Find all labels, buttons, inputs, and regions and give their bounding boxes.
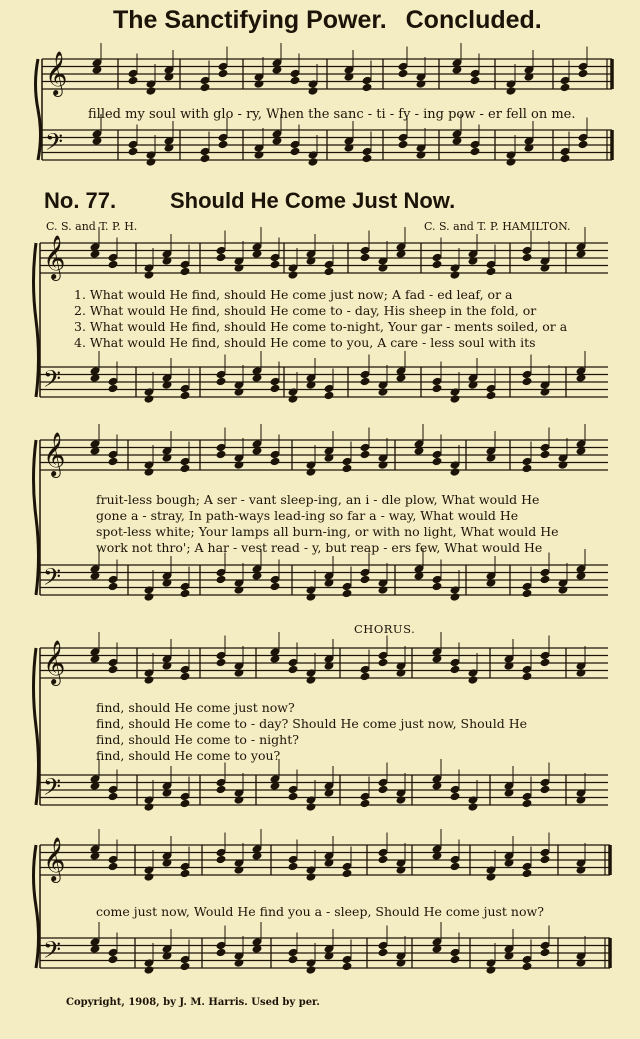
sys1-treble-note	[108, 260, 119, 270]
sys3-treble-note	[144, 675, 155, 685]
prev-bass-clef: 𝄢	[45, 128, 64, 161]
sys3-treble-note	[540, 658, 551, 668]
sys2-bass-note	[342, 589, 353, 599]
hymn-title: Should He Come Just Now.	[170, 188, 456, 213]
sys4-bass-note	[396, 958, 407, 968]
sys3-treble-note	[396, 668, 407, 678]
sys4-bass-note	[522, 962, 533, 972]
sys1-treble-note	[216, 253, 227, 263]
prev-bass-note	[506, 157, 517, 167]
sys4-bass-note	[486, 965, 497, 975]
sys1-bass-note	[324, 391, 335, 401]
prev-bass-note	[218, 140, 229, 150]
sys4-treble-note	[288, 862, 299, 872]
verse-2-line-2: gone a - stray, In path-ways lead-ing so far a - way, What would He	[96, 508, 519, 523]
sys3-bass-note	[522, 799, 533, 809]
music-credit: C. S. and T. P. HAMILTON.	[424, 220, 571, 233]
sys1-bass-note	[432, 384, 443, 394]
sys3-brace	[34, 648, 39, 805]
sys4-brace	[34, 845, 39, 968]
verse-1-line-3: find, should He come just now?	[96, 700, 295, 715]
prev-treble-note	[128, 76, 139, 86]
sys1-treble-note	[180, 267, 191, 277]
sys3-bass-note	[180, 799, 191, 809]
sys1-treble-note	[360, 253, 371, 263]
sys2-treble-note	[306, 467, 317, 477]
prev-bass-note	[290, 147, 301, 157]
sys4-bass-note	[576, 958, 587, 968]
sys4-bass-note	[144, 965, 155, 975]
sys4-treble-note	[144, 872, 155, 882]
sys3-treble-note	[180, 672, 191, 682]
sys2-treble-note	[234, 460, 245, 470]
sys2-bass-clef: 𝄢	[43, 563, 62, 596]
sys4-bass-note	[342, 962, 353, 972]
prev-bass-note	[146, 157, 157, 167]
sys3-treble-note	[450, 665, 461, 675]
sys3-treble-note	[576, 668, 587, 678]
sys1-treble-note	[378, 263, 389, 273]
prev-bass-note	[254, 150, 265, 160]
sys3-bass-note	[108, 792, 119, 802]
sys3-treble-note	[108, 665, 119, 675]
sys2-treble-note	[180, 464, 191, 474]
words-credit: C. S. and T. P. H.	[46, 220, 138, 233]
sys2-bass-note	[432, 582, 443, 592]
sys3-treble-note	[378, 658, 389, 668]
sys4-treble-note	[234, 865, 245, 875]
sys2-bass-note	[108, 582, 119, 592]
sys4-treble-note	[378, 855, 389, 865]
sys1-treble-note	[234, 263, 245, 273]
sys4-treble-note	[576, 865, 587, 875]
sys1-brace	[34, 243, 39, 397]
verse-4-line-1: 4. What would He find, should He come to you, A care - less soul with its	[74, 335, 536, 350]
prev-treble-note	[200, 83, 211, 93]
sys2-bass-note	[540, 575, 551, 585]
sys4-treble-note	[216, 855, 227, 865]
sys2-treble-note	[270, 457, 281, 467]
sys3-treble-note	[234, 668, 245, 678]
sys2-bass-note	[306, 592, 317, 602]
prev-treble-note	[506, 86, 517, 96]
prev-treble-clef: 𝄞	[45, 51, 68, 95]
sys3-bass-clef: 𝄢	[43, 773, 62, 806]
sys4-bass-clef: 𝄢	[43, 936, 62, 969]
sys1-treble-note	[450, 270, 461, 280]
hymn-title-text: The Sanctifying Power.	[113, 6, 387, 34]
sys3-treble-clef: 𝄞	[43, 640, 66, 684]
prev-treble-note	[218, 69, 229, 79]
sys1-bass-note	[108, 384, 119, 394]
sys4-treble-note	[540, 855, 551, 865]
verse-4-line-2: work not thro'; A har - vest read - y, but reap - ers few, What would He	[96, 540, 543, 555]
sys3-bass-note	[288, 792, 299, 802]
sys3-bass-note	[360, 799, 371, 809]
chorus-label: CHORUS.	[354, 622, 416, 636]
sys2-treble-note	[108, 457, 119, 467]
sys3-bass-note	[144, 802, 155, 812]
verse-2-line-3: find, should He come to - day? Should He come just now, Should He	[96, 716, 528, 731]
sys3-treble-note	[288, 665, 299, 675]
prev-treble-note	[290, 76, 301, 86]
sys2-bass-note	[360, 575, 371, 585]
sys2-treble-note	[144, 467, 155, 477]
verse-2-line-1: 2. What would He find, should He come to - day, His sheep in the fold, or	[74, 303, 537, 318]
sys2-bass-note	[234, 585, 245, 595]
sys4-bass-note	[540, 948, 551, 958]
prev-bass-note	[416, 150, 427, 160]
prev-bass-note	[398, 140, 409, 150]
verse-3-line-2: spot-less white; Your lamps all burn-ing, or with no light, What would He	[96, 524, 559, 539]
sys2-treble-note	[522, 464, 533, 474]
sys1-bass-note	[180, 391, 191, 401]
sys3-bass-note	[540, 785, 551, 795]
prev-treble-note	[416, 79, 427, 89]
sys4-bass-note	[216, 948, 227, 958]
sys1-treble-note	[288, 270, 299, 280]
sys1-treble-note	[486, 267, 497, 277]
copyright-notice: Copyright, 1908, by J. M. Harris. Used by per.	[66, 997, 320, 1008]
verse-1-line-1: 1. What would He find, should He come just now; A fad - ed leaf, or a	[74, 287, 513, 302]
sys3-bass-note	[468, 802, 479, 812]
sys3-bass-note	[378, 785, 389, 795]
sys3-treble-note	[522, 672, 533, 682]
sys4-bass-note	[180, 962, 191, 972]
prev-treble-note	[398, 69, 409, 79]
sys2-bass-note	[216, 575, 227, 585]
sys1-bass-note	[522, 377, 533, 387]
prev-bass-note	[560, 154, 571, 164]
sys4-bass-note	[378, 948, 389, 958]
sys2-treble-note	[342, 464, 353, 474]
sys4-treble-note	[108, 862, 119, 872]
sys3-treble-note	[216, 658, 227, 668]
sys2-treble-note	[378, 460, 389, 470]
sys3-bass-note	[216, 785, 227, 795]
sys3-treble-note	[360, 672, 371, 682]
verse-4-line-3: find, should He come to you?	[96, 748, 281, 763]
sys1-treble-note	[270, 260, 281, 270]
sys1-bass-note	[378, 387, 389, 397]
sys1-bass-note	[450, 394, 461, 404]
sys1-treble-note	[144, 270, 155, 280]
sys3-bass-note	[450, 792, 461, 802]
prev-treble-note	[146, 86, 157, 96]
sys1-treble-note	[522, 253, 533, 263]
prev-hymn-lyric: filled my soul with glo - ry, When the sanc - ti - fy - ing pow - er fell on me.	[88, 107, 576, 122]
verse-3-line-3: find, should He come to - night?	[96, 732, 299, 747]
sys1-treble-clef: 𝄞	[43, 235, 66, 279]
sys2-treble-note	[450, 467, 461, 477]
concluded-label: Concluded.	[405, 6, 542, 34]
sys4-treble-note	[450, 862, 461, 872]
sys1-bass-note	[270, 384, 281, 394]
sys4-bass-note	[108, 955, 119, 965]
prev-treble-note	[362, 83, 373, 93]
sys1-bass-note	[288, 394, 299, 404]
sys1-bass-note	[486, 391, 497, 401]
sys2-bass-note	[558, 585, 569, 595]
sys2-treble-note	[432, 457, 443, 467]
sys3-treble-note	[468, 675, 479, 685]
prev-treble-note	[560, 83, 571, 93]
chorus-lyric: come just now, Would He find you a - sleep, Should He come just now?	[96, 904, 544, 919]
sys3-bass-note	[234, 795, 245, 805]
sys4-treble-clef: 𝄞	[43, 837, 66, 881]
sys1-treble-note	[324, 267, 335, 277]
prev-treble-note	[578, 69, 589, 79]
prev-treble-note	[470, 76, 481, 86]
prev-treble-note	[254, 79, 265, 89]
sys2-bass-note	[450, 592, 461, 602]
sys1-bass-note	[540, 387, 551, 397]
prev-bass-note	[578, 140, 589, 150]
sys2-treble-note	[558, 460, 569, 470]
sys4-treble-note	[306, 872, 317, 882]
sys2-bass-note	[144, 592, 155, 602]
sys4-treble-note	[342, 869, 353, 879]
sys2-treble-note	[360, 450, 371, 460]
sys2-treble-note	[216, 450, 227, 460]
sys4-treble-note	[396, 865, 407, 875]
sys4-treble-note	[522, 869, 533, 879]
sys4-bass-note	[306, 965, 317, 975]
prev-bass-note	[470, 147, 481, 157]
sys1-bass-note	[234, 387, 245, 397]
verse-1-line-2: fruit-less bough; A ser - vant sleep-ing, an i - dle plow, What would He	[96, 492, 540, 507]
sys4-bass-note	[450, 955, 461, 965]
sys1-bass-note	[360, 377, 371, 387]
sys2-bass-note	[378, 585, 389, 595]
sys4-treble-note	[180, 869, 191, 879]
prev-bass-note	[308, 157, 319, 167]
sys1-bass-note	[216, 377, 227, 387]
sys3-bass-note	[306, 802, 317, 812]
sys1-bass-note	[144, 394, 155, 404]
sys2-treble-clef: 𝄞	[43, 432, 66, 476]
sys1-treble-note	[432, 260, 443, 270]
prev-bass-note	[200, 154, 211, 164]
sys2-brace	[34, 440, 39, 595]
sys1-bass-clef: 𝄢	[43, 365, 62, 398]
sys2-bass-note	[270, 582, 281, 592]
sys3-bass-note	[576, 795, 587, 805]
sys4-bass-note	[234, 958, 245, 968]
verse-3-line-1: 3. What would He find, should He come to-night, Your gar - ments soiled, or a	[74, 319, 568, 334]
sys2-treble-note	[540, 450, 551, 460]
prev-treble-note	[308, 86, 319, 96]
sys4-bass-note	[288, 955, 299, 965]
prev-bass-note	[128, 147, 139, 157]
sys2-bass-note	[180, 589, 191, 599]
prev-brace	[36, 59, 41, 160]
prev-bass-note	[362, 154, 373, 164]
sys3-treble-note	[306, 675, 317, 685]
sys1-treble-note	[540, 263, 551, 273]
sys4-treble-note	[486, 872, 497, 882]
hymn-number: No. 77.	[44, 188, 117, 213]
sys2-bass-note	[522, 589, 533, 599]
sys3-bass-note	[396, 795, 407, 805]
